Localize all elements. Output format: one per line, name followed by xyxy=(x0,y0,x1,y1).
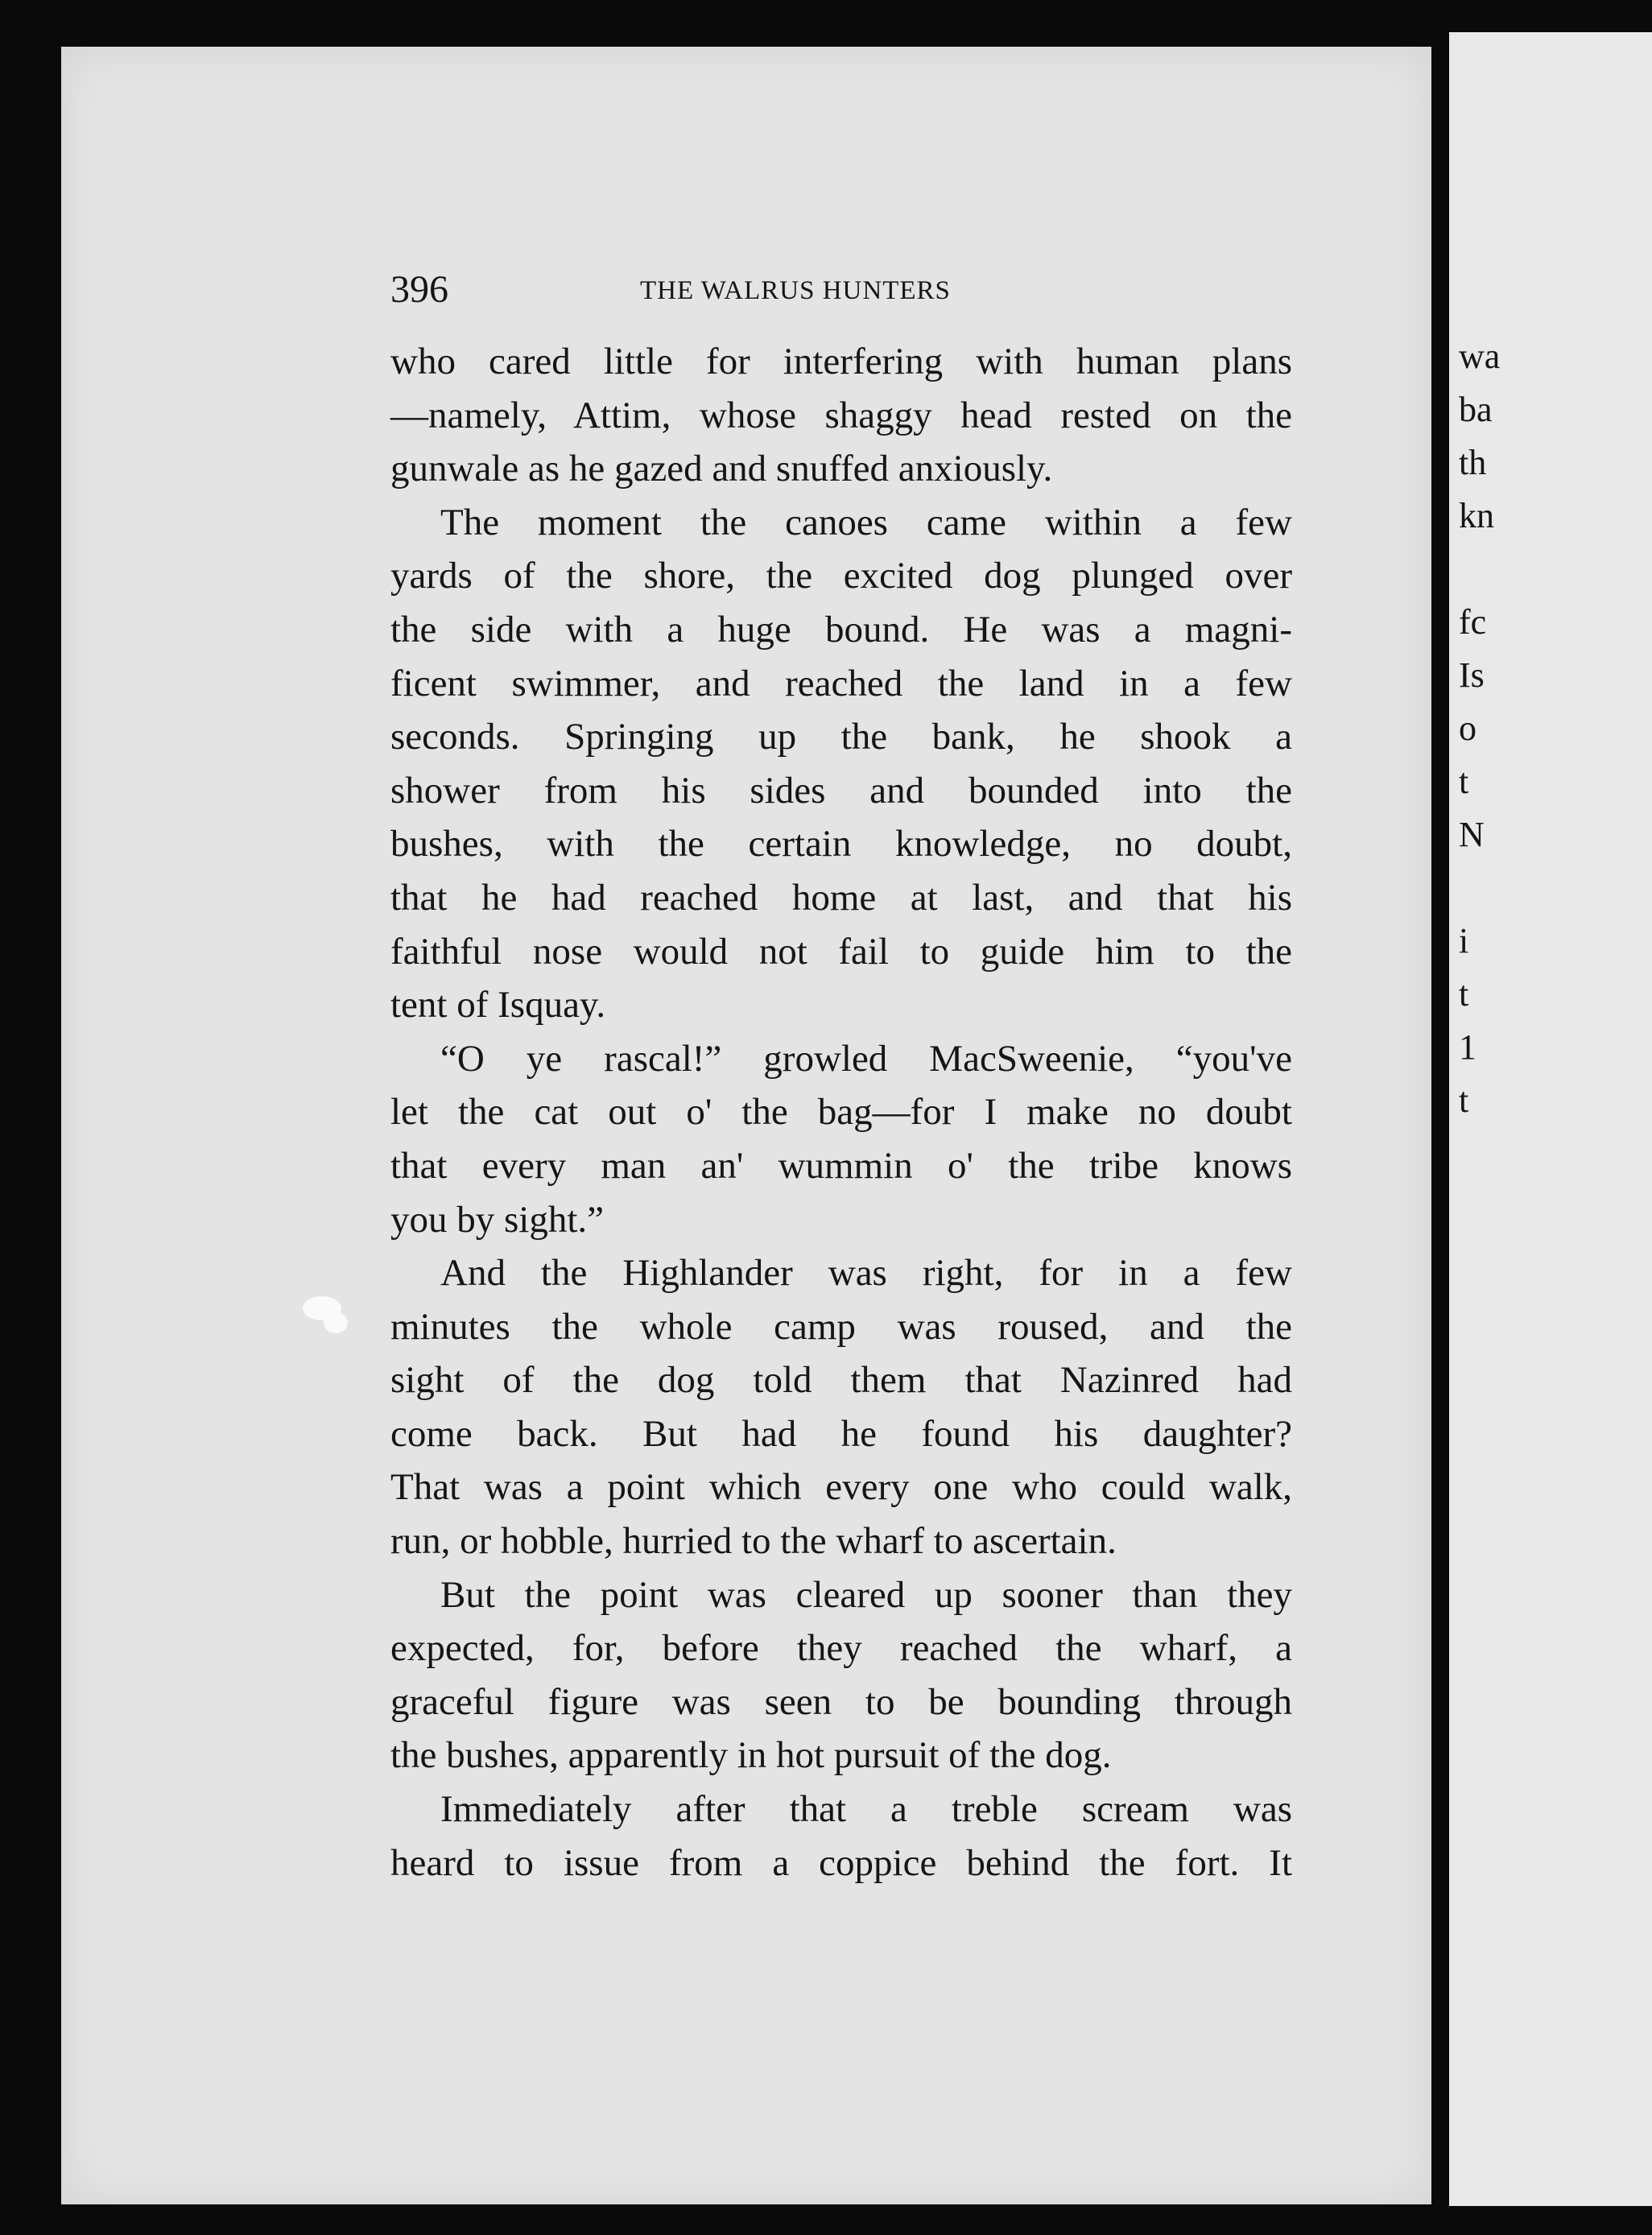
fragment: i xyxy=(1459,921,1469,961)
page-number: 396 xyxy=(390,268,448,311)
text-line: Immediately after that a treble scream was xyxy=(440,1788,1292,1831)
text-line: ficent swimmer, and reached the land in a few xyxy=(390,662,1292,704)
fragment: 1 xyxy=(1459,1027,1476,1067)
next-page-text-fragments xyxy=(1459,330,1652,1127)
text-line: minutes the whole camp was roused, and the xyxy=(390,1305,1292,1348)
text-line: But the point was cleared up sooner than they xyxy=(440,1573,1292,1616)
book-title: THE WALRUS HUNTERS xyxy=(640,276,951,305)
fragment: Is xyxy=(1459,655,1485,695)
fragment xyxy=(1459,861,1652,915)
text-line: And the Highlander was right, for in a few xyxy=(440,1252,1292,1295)
text-line: heard to issue from a coppice behind the fort. It xyxy=(390,1841,1292,1884)
text-line: run, or hobble, hurried to the wharf to ascertain. xyxy=(390,1520,1117,1563)
fragment: fc xyxy=(1459,602,1487,642)
fragment: t xyxy=(1459,1080,1469,1120)
fragment: kn xyxy=(1459,496,1494,535)
text-line: That was a point which every one who could walk, xyxy=(390,1466,1292,1509)
paper-speck xyxy=(324,1312,348,1333)
text-line: you by sight.” xyxy=(390,1198,605,1241)
fragment xyxy=(1459,543,1652,596)
text-line: “O ye rascal!” growled MacSweenie, “you've xyxy=(440,1037,1292,1080)
text-line: that every man an' wummin o' the tribe knows xyxy=(390,1144,1292,1187)
text-line: shower from his sides and bounded into the xyxy=(390,769,1292,812)
text-line: expected, for, before they reached the wharf, a xyxy=(390,1627,1292,1670)
text-line: the bushes, apparently in hot pursuit of the dog. xyxy=(390,1734,1112,1777)
fragment: t xyxy=(1459,974,1469,1014)
text-line: yards of the shore, the excited dog plunged over xyxy=(390,555,1292,597)
text-line: let the cat out o' the bag—for I make no doubt xyxy=(390,1091,1292,1134)
text-line: that he had reached home at last, and that his xyxy=(390,876,1292,919)
text-line: the side with a huge bound. He was a magni- xyxy=(390,608,1292,651)
running-head xyxy=(390,266,1292,314)
text-line: faithful nose would not fail to guide him to the xyxy=(390,930,1292,973)
text-line: graceful figure was seen to be bounding through xyxy=(390,1680,1292,1723)
text-line: bushes, with the certain knowledge, no doubt, xyxy=(390,823,1292,865)
text-line: tent of Isquay. xyxy=(390,984,606,1027)
text-line: come back. But had he found his daughter? xyxy=(390,1412,1292,1455)
text-line: The moment the canoes came within a few xyxy=(440,501,1292,543)
fragment: th xyxy=(1459,443,1487,482)
text-line: gunwale as he gazed and snuffed anxiously. xyxy=(390,448,1053,490)
fragment: t xyxy=(1459,762,1469,801)
text-line: sight of the dog told them that Nazinred had xyxy=(390,1359,1292,1402)
text-line: who cared little for interfering with human plans xyxy=(390,341,1292,382)
body-text xyxy=(390,335,1292,1890)
text-line: —namely, Attim, whose shaggy head rested on the xyxy=(390,394,1292,436)
fragment: ba xyxy=(1459,390,1493,429)
fragment: wa xyxy=(1459,337,1501,376)
fragment: N xyxy=(1459,815,1485,854)
right-page-edge xyxy=(1449,32,1652,2206)
fragment: o xyxy=(1459,709,1476,748)
text-line: seconds. Springing up the bank, he shook a xyxy=(390,716,1292,758)
